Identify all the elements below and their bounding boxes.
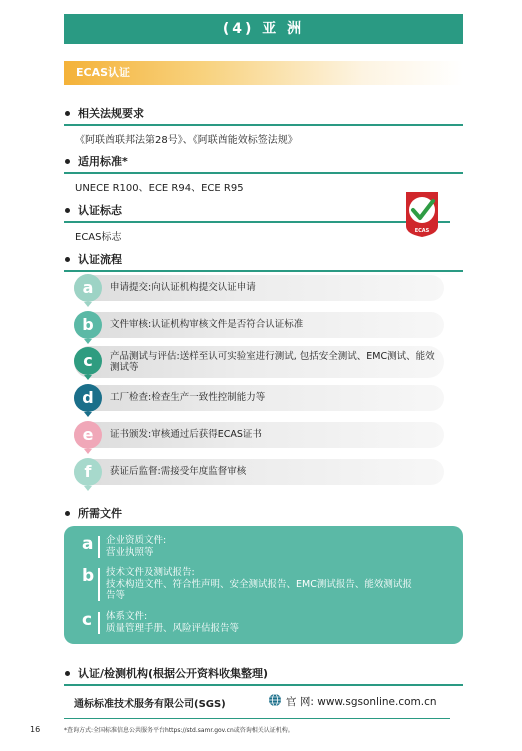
- step-letter-badge: f: [74, 458, 102, 486]
- step-text: 申请提交:向认证机构提交认证申请: [110, 282, 256, 293]
- footnote: *查询方式:全国标准信息公共服务平台https://std.samr.gov.cn或咨询相关认证机构。: [64, 727, 294, 734]
- doc-letter: a: [82, 534, 94, 554]
- section-standards: [64, 153, 463, 194]
- section-documents: [64, 505, 463, 521]
- section-divider: [64, 270, 463, 272]
- step-letter-badge: e: [74, 421, 102, 449]
- step-letter-badge: b: [74, 311, 102, 339]
- cert-name-bar: ECAS认证: [64, 61, 463, 85]
- doc-divider: [98, 568, 100, 601]
- page-number: 16: [30, 725, 41, 734]
- step-letter-badge: c: [74, 347, 102, 375]
- doc-text: 体系文件: 质量管理手册、风险评估报告等: [106, 611, 240, 634]
- step-letter-badge: d: [74, 384, 102, 412]
- step-text: 工厂检查:检查生产一致性控制能力等: [110, 392, 266, 403]
- section-bodies: [64, 665, 463, 686]
- website-label: 官 网:: [286, 696, 314, 708]
- section-divider: [64, 221, 450, 223]
- step-letter-badge: a: [74, 274, 102, 302]
- doc-text: 技术文件及测试报告: 技术构造文件、符合性声明、安全测试报告、EMC测试报告、能效测试报 告等: [106, 567, 412, 601]
- regulations-text: 《阿联酋联邦法第28号》、《阿联酋能效标签法规》: [75, 135, 298, 146]
- section-title: 所需文件: [78, 507, 122, 520]
- bullet-dot: [65, 511, 70, 516]
- globe-icon: [268, 693, 282, 707]
- section-title: 适用标准*: [78, 155, 128, 168]
- section-divider: [64, 172, 463, 174]
- standards-text: UNECE R100、ECE R94、ECE R95: [75, 183, 244, 194]
- step-text: 获证后监督:需接受年度监督审核: [110, 466, 247, 477]
- bullet-dot: [65, 111, 70, 116]
- section-title: 认证流程: [78, 253, 122, 266]
- website: [286, 694, 437, 709]
- doc-divider: [98, 612, 100, 634]
- section-title: 认证标志: [78, 204, 122, 217]
- region-title: (4) 亚 洲: [64, 14, 463, 44]
- doc-letter: b: [82, 566, 95, 586]
- organization-name: 通标标准技术服务有限公司(SGS): [74, 699, 226, 710]
- doc-text: 企业资质文件: 营业执照等: [106, 535, 167, 558]
- bullet-dot: [65, 208, 70, 213]
- doc-letter: c: [82, 610, 93, 630]
- footer-divider: [64, 718, 450, 719]
- step-text: 证书颁发:审核通过后获得ECAS证书: [110, 429, 262, 440]
- step-text: 文件审核:认证机构审核文件是否符合认证标准: [110, 319, 304, 330]
- step-text: 产品测试与评估:送样至认可实验室进行测试, 包括安全测试、EMC测试、能效测试等: [110, 351, 435, 373]
- logo-label: ECAS: [414, 228, 430, 234]
- website-link[interactable]: www.sgsonline.com.cn: [317, 696, 437, 708]
- section-title: 认证/检测机构(根据公开资料收集整理): [78, 667, 269, 680]
- section-process: [64, 251, 463, 272]
- section-divider: [64, 684, 463, 686]
- required-documents-box: [64, 526, 463, 644]
- section-title: 相关法规要求: [78, 107, 144, 120]
- bullet-dot: [65, 257, 70, 262]
- ecas-logo: [403, 190, 441, 238]
- mark-text: ECAS标志: [75, 232, 122, 243]
- section-regulations: [64, 105, 463, 146]
- section-divider: [64, 124, 463, 126]
- doc-divider: [98, 536, 100, 558]
- bullet-dot: [65, 671, 70, 676]
- bullet-dot: [65, 159, 70, 164]
